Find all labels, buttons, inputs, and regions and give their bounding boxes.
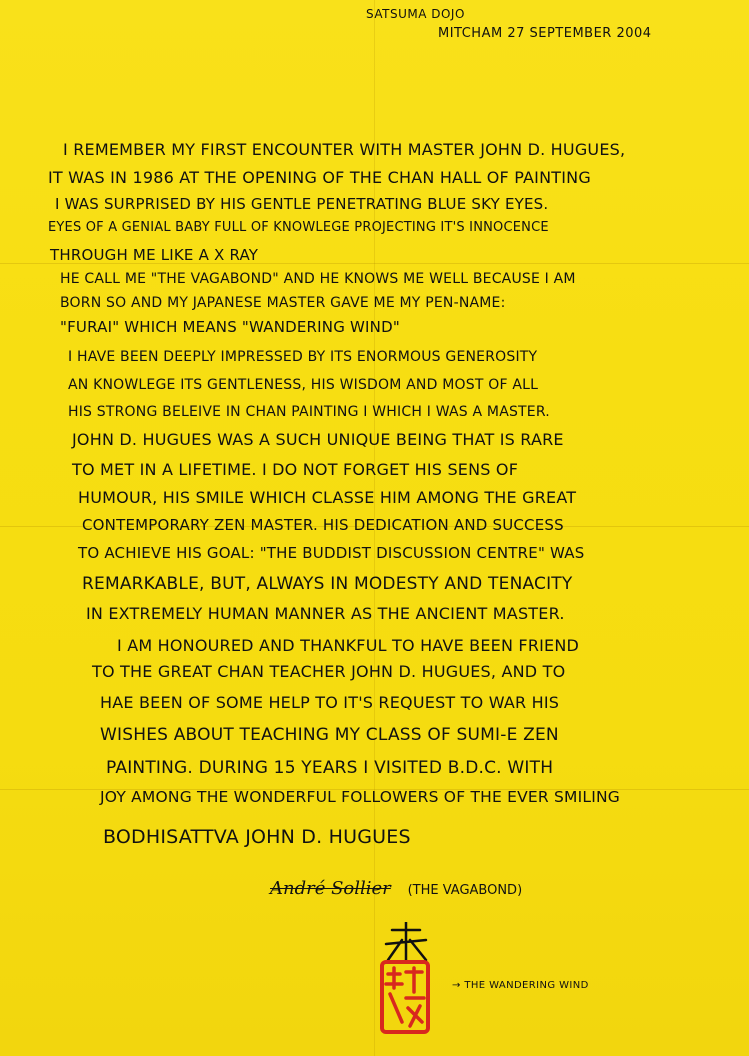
header-place: SATSUMA DOJO [366,7,465,21]
body-line: TO ACHIEVE HIS GOAL: "THE BUDDIST DISCUSSION CENTRE" WAS [78,544,585,562]
body-line: CONTEMPORARY ZEN MASTER. HIS DEDICATION AND SUCCESS [82,516,564,534]
body-line: PAINTING. DURING 15 YEARS I VISITED B.D.C. WITH [106,758,554,778]
body-line: TO MET IN A LIFETIME. I DO NOT FORGET HIS SENS OF [72,460,519,479]
body-line: AN KNOWLEGE ITS GENTLENESS, HIS WISDOM AND MOST OF ALL [68,377,539,393]
signature-alias: (THE VAGABOND) [407,883,523,898]
body-line: HIS STRONG BELEIVE IN CHAN PAINTING I WHICH I WAS A MASTER. [68,404,550,420]
body-line: IN EXTREMELY HUMAN MANNER AS THE ANCIENT MASTER. [86,604,565,623]
body-line: BORN SO AND MY JAPANESE MASTER GAVE ME MY PEN-NAME: [60,295,506,311]
body-line: REMARKABLE, BUT, ALWAYS IN MODESTY AND TENACITY [82,574,573,594]
header-location-date: MITCHAM 27 SEPTEMBER 2004 [438,26,652,41]
body-line: I WAS SURPRISED BY HIS GENTLE PENETRATING BLUE SKY EYES. [55,195,549,213]
body-line: JOHN D. HUGUES WAS A SUCH UNIQUE BEING THAT IS RARE [72,430,564,449]
body-line: BODHISATTVA JOHN D. HUGUES [103,826,411,848]
body-line: I REMEMBER MY FIRST ENCOUNTER WITH MASTER JOHN D. HUGUES, [63,140,626,159]
body-line: WISHES ABOUT TEACHING MY CLASS OF SUMI-E ZEN [100,725,559,745]
red-seal-stamp [372,922,452,1042]
body-line: TO THE GREAT CHAN TEACHER JOHN D. HUGUES, AND TO [92,662,566,681]
signature-name: André Sollier [270,878,391,899]
seal-caption: → THE WANDERING WIND [452,980,589,991]
body-line: I HAVE BEEN DEEPLY IMPRESSED BY ITS ENORMOUS GENEROSITY [68,349,538,365]
body-line: HE CALL ME "THE VAGABOND" AND HE KNOWS ME WELL BECAUSE I AM [60,271,576,287]
body-line: IT WAS IN 1986 AT THE OPENING OF THE CHAN HALL OF PAINTING [48,168,591,187]
body-line: EYES OF A GENIAL BABY FULL OF KNOWLEGE PROJECTING IT'S INNOCENCE [48,220,549,235]
body-line: HAE BEEN OF SOME HELP TO IT'S REQUEST TO WAR HIS [100,693,560,712]
body-line: "FURAI" WHICH MEANS "WANDERING WIND" [60,318,400,336]
body-line: HUMOUR, HIS SMILE WHICH CLASSE HIM AMONG THE GREAT [78,488,577,507]
seal-icon [372,922,452,1042]
body-line: I AM HONOURED AND THANKFUL TO HAVE BEEN FRIEND [117,636,580,655]
body-line: JOY AMONG THE WONDERFUL FOLLOWERS OF THE EVER SMILING [100,788,620,806]
body-line: THROUGH ME LIKE A X RAY [50,246,259,264]
signature [270,880,522,898]
